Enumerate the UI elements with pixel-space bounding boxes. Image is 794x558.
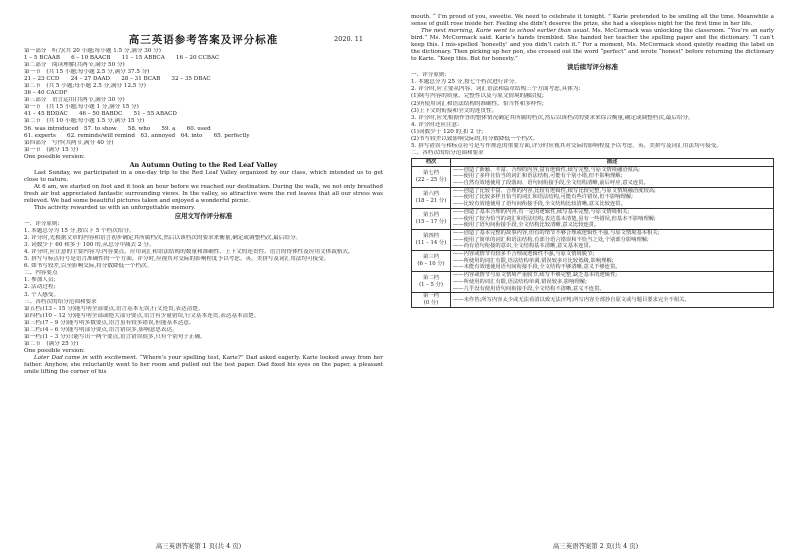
story-continued: mouth. “ I’m proud of you, sweetie. We need to celebrate it tonight. ” Karie pretended to be smiling all the time. Meanwhile a sense of guilt rose inside her. Feeling she didn’t deserve the prize, she had a sleepless night for the first time in her life.: [411, 14, 774, 28]
answer-line: 1 – 5 BCAAB 6 – 10 BAACB 11 – 15 ABBCA 16 – 20 CCBAC: [24, 55, 220, 62]
rubric1-line: 第一档:(1 – 3 分)只能写出一两个要点,语言错误很多,只有个别句子正确。: [24, 333, 206, 340]
section2-heading: 第二节 (满分 25 分): [24, 340, 79, 347]
grade-level: 第一档 (0 分): [412, 293, 451, 307]
answer-line: 41 – 45 BDDAC 46 – 50 BABDC 51 – 55 ABACD: [24, 111, 177, 118]
table-row: [412, 229, 774, 250]
rubric1-line: 1. 参加人员;: [24, 277, 56, 284]
grade-level: 第五档 (15 – 17 分): [412, 208, 451, 229]
answer-line: 第二节 (共 5 小题;每小题 2.5 分,满分 12.5 分): [24, 83, 146, 90]
exam-date: 2020. 11: [334, 35, 363, 43]
rubric1: [24, 221, 383, 341]
title-row: [24, 32, 383, 48]
grade-description: ——创造了新颖、丰富、合理的内容,富有逻辑性,续写完整,与原文情境融洽度高; ——使用了多样且恰当的词汇和语法结构,可能有个别小错,但不影响理解; ——自然有效地使用了段落间、语句间衔接手段,全文结构清晰,前后呼应,意义连贯。: [451, 166, 774, 187]
table-row: [412, 293, 774, 307]
rubric1-line: 二、内容要点: [24, 270, 58, 277]
rubric1-line: 一、评分原则:: [24, 221, 60, 228]
answer-line: 第二部分 阅读理解(共两节,满分 50 分): [24, 62, 125, 69]
grade-description: ——未作答;所写内容太少或无法看清以致无法评判;所写内容全部抄自原文或与题目要求完全不相关。: [451, 293, 774, 307]
rubric1-line: 第四档:(10 – 12 分)能写明全部或绝大部分要点,语言有少量错误,行文基本连贯,表达基本清楚。: [24, 312, 260, 319]
rubric2-title: 读后续写评分标准: [566, 63, 619, 72]
answer-line: One possible version:: [24, 153, 85, 160]
essay-paragraph: Last Sunday, we participated in a one-day trip to the Red Leaf Valley organized by our class, which intended us to get close to nature.: [24, 169, 383, 183]
grade-level: 第二档 (1 – 5 分): [412, 272, 451, 293]
grade-level: 第六档 (18 – 21 分): [412, 187, 451, 208]
essay-paragraph: This activity rewarded us with an unforgettable memory.: [34, 204, 196, 211]
grade-description: ——创造了比较丰富、合理的内容,比较有逻辑性,续写比较完整,与原文情境融洽度较高; ——使用了比较多样且恰当的词汇和语法结构,可能有些许错误,但不影响理解; ——比较有效地使用了语句间衔接手段,全文结构比较清晰,意义比较连贯。: [451, 187, 774, 208]
rubric1-line: 5. 拼写与标点符号是语言准确性的一个方面。评分时,应视其对交际的影响程度予以考虑。英、美拼写及词汇用法均可接受。: [24, 256, 330, 263]
grade-description: ——内容或情节与原文情境严重脱节,续写不够完整,缺乏基本的逻辑性; ——所使用的词汇有限,语法结构单调,错误较多,影响理解; ——几乎没有使用语句间衔接手段,全文结构不清晰,意义不连贯。: [451, 272, 774, 293]
story-p2-body: Ms. McCormack was unlocking the classroom. “You’re an early bird.” Ms. McCormack said. Karie’s hands trembled. She handed her teacher the spelling paper and the dictionary. “I can’t keep this. I mis-spelled ‘honestly’ and you didn’t catch it.” For a moment, Ms. McCormack stood quietly reading the label on the dictionary. Then picking up her pen, she crossed out the word “perfect” and wrote “honest” before returning the dictionary to Karie. “Keep this. But for honesty.”: [411, 28, 774, 63]
header-level: 档次: [412, 158, 451, 166]
rubric2-line: 1. 本题总分为 25 分,按七个档次进行评分。: [411, 79, 521, 86]
answer-key: [24, 48, 383, 161]
rubric2-line: (1)词数少于 120 的,扣 2 分;: [411, 128, 484, 135]
table-row: [412, 272, 774, 293]
rubric1-line: 6. 如书写较差,以至影响交际,将分数降低一个档次。: [24, 263, 153, 270]
essay-paragraph: At 6 am, we started on foot and it took an hour before we reached our destination. During the walk, we not only breathed fresh air but appreciated fantastic surrounding views. In the valley, so attractive were the red leaves that all our stress was relieved. We had some beautiful pictures taken and enjoyed a wonderful picnic.: [24, 183, 383, 204]
answer-line: 36 – 40 CACDF: [24, 90, 68, 97]
answer-line: 第二节 (共 10 小题;每小题 1.5 分,满分 15 分): [24, 118, 145, 125]
answer-line: 61. experts 62. reminds/will remind 63. annoyed 64. into 65. perfectly: [24, 132, 250, 139]
rubric2-line: 3. 评分时,应先根据作答的整体情况确定其所属的档次,然后以该档次的要求来综合衡量,确定或调整档次,最后给分。: [411, 114, 694, 121]
answer-line: 第一部分 听力(共 20 小题;每小题 1.5 分,满分 30 分): [24, 48, 161, 54]
rubric1-line: 第三档:(7 – 9 分)能写明多数要点,语言虽有较多错误,但能基本达意。: [24, 319, 195, 326]
section2-version: One possible version:: [24, 347, 85, 354]
rubric2-line: 4. 评分时还应注意:: [411, 121, 460, 128]
table-row: [412, 251, 774, 272]
rubric1-line: 4. 评分时,应注意的主要内容为:内容要点、应用词汇和语法结构的数量和准确性、上下文的连贯性、语言的得体性及应用文体裁格式。: [24, 249, 354, 256]
story-paragraph-1: [24, 355, 383, 376]
right-footer: 高三英语答案第 2 页(共 4 页): [552, 542, 639, 550]
table-row: [412, 208, 774, 229]
grade-level: 第七档 (22 – 25 分): [412, 166, 451, 187]
rubric1-line: 3. 个人感受。: [24, 291, 60, 298]
page-title: 高三英语参考答案及评分标准: [128, 34, 279, 46]
rubric2-line: 一、评分原则:: [411, 72, 447, 79]
rubric1-title: 应用文写作评分标准: [174, 212, 233, 221]
grade-description: ——内容或情节有较多不合理或逻辑性不强,与原文情境脱节; ——所使用的词汇有限,语法结构单调,错误较多且比较低级,影响理解; ——未能有效地使用语句间衔接手段,全文结构不够清晰,意义不够连贯。: [451, 251, 774, 272]
table-row: [412, 166, 774, 187]
table-row: [412, 187, 774, 208]
answer-line: 56. was introduced 57. to show 58. who 59. a 60. used: [24, 125, 211, 132]
rubric1-line: 第二档:(4 – 6 分)能写明部分要点,语言错误多,影响意思表达。: [24, 326, 178, 333]
rubric1-line: 三、各档次的给分范围和要求: [24, 298, 97, 305]
rubric1-line: 1. 本题总分为 15 分,按以下 5 个档次给分。: [24, 228, 135, 235]
story-p1-lead: Later Dad came in with excitement.: [34, 354, 138, 361]
rubric2-line: (2)书写较差以致影响交际的,将分数降低一个档次。: [411, 135, 539, 142]
rubric2-line: 2. 评分时,应主要从内容、词汇语法和篇章结构三个方面考虑,具体为:: [411, 86, 581, 93]
left-footer: 高三英语答案第 1 页(共 4 页): [155, 542, 242, 550]
grade-level: 第三档 (6 – 10 分): [412, 251, 451, 272]
sample-essay: [24, 170, 383, 212]
rubric1-line: 3. 词数少于 60 和多于 100 的,从总分中减去 2 分。: [24, 242, 155, 249]
essay-title: An Autumn Outing to the Red Leaf Valley: [129, 160, 278, 169]
story-paragraph-2: [411, 28, 774, 63]
grade-description: ——创造了基本合理的内容,有一定的逻辑性,续写基本完整,与原文情境相关; ——使用了较为恰当的词汇和语法结构,表达基本清楚,虽有一些错误,但基本不影响理解; ——使用了语句间衔接手段,全文结构比较清晰,意义比较连贯。: [451, 208, 774, 229]
rubric2-line: (1)续写内容的质量、完整性以及与原文情境的融洽度;: [411, 93, 544, 100]
answer-line: 第三部分 语言运用(共两节,满分 30 分): [24, 97, 125, 104]
rubric2-line: (3)上下文的衔接和全文的连贯性。: [411, 107, 498, 114]
table-header: [412, 158, 774, 166]
rubric1-line: 2. 活动过程;: [24, 284, 56, 291]
grade-level: 第四档 (11 – 14 分): [412, 229, 451, 250]
answer-line: 第一节 (满分 15 分): [24, 146, 79, 153]
rubric2-line: 二、各档次的给分范围和要求: [411, 149, 484, 156]
header-desc: 描述: [451, 158, 774, 166]
rubric2-line: (2)所使用词汇和语法结构的准确性、恰当性和多样性;: [411, 100, 544, 107]
answer-line: 第四部分 写作(共两节,满分 40 分): [24, 139, 114, 146]
right-page: [397, 0, 794, 558]
rubric2-line: 5. 拼写错误与和标点符号是写作规范的重要方面,评分时应视其对交际的影响程度予以考虑。英、美拼写及词汇用法均可接受。: [411, 142, 722, 149]
rubric1-line: 2. 评分时,先根据文章的内容和语言初步确定其所属档次,然后以该档次的要求来衡量,确定或调整档次,最后给分。: [24, 235, 302, 242]
answer-line: 第一节 (共 15 小题;每小题 1 分,满分 15 分): [24, 104, 139, 111]
story-p2-lead: The next morning, Karie went to school earlier than usual.: [421, 28, 590, 35]
answer-line: 21 – 23 CCD 24 – 27 DAAD 28 – 31 BCAB 32 – 35 DBAC: [24, 76, 211, 83]
rubric1-line: 第五档:(13 – 15 分)能写明全部要点,语言基本无误,行文连贯,表达清楚。: [24, 305, 204, 312]
grading-table: [411, 158, 774, 308]
rubric2: [411, 72, 774, 157]
grade-description: ——创造了基本完整的故事内容,但有的情节不够合理或逻辑性不强,与原文情境基本相关; ——使用了简单的词汇和语法结构,有部分语言错误和不恰当之处,个别部分影响理解; ——尚有语句衔接的意识,全文结构基本清晰,意义基本连贯。: [451, 229, 774, 250]
story-p1-body: “Where’s your spelling test, Karie?” Dad asked eagerly. Karie looked away from her father. Anyhow, she reluctantly went to her room and pulled out the test paper. Dad fixed his eyes on the paper, a pleasant smile lifting the corner of his: [24, 354, 383, 376]
answer-line: 第一节 (共 15 小题;每小题 2.5 分,满分 37.5 分): [24, 69, 150, 76]
